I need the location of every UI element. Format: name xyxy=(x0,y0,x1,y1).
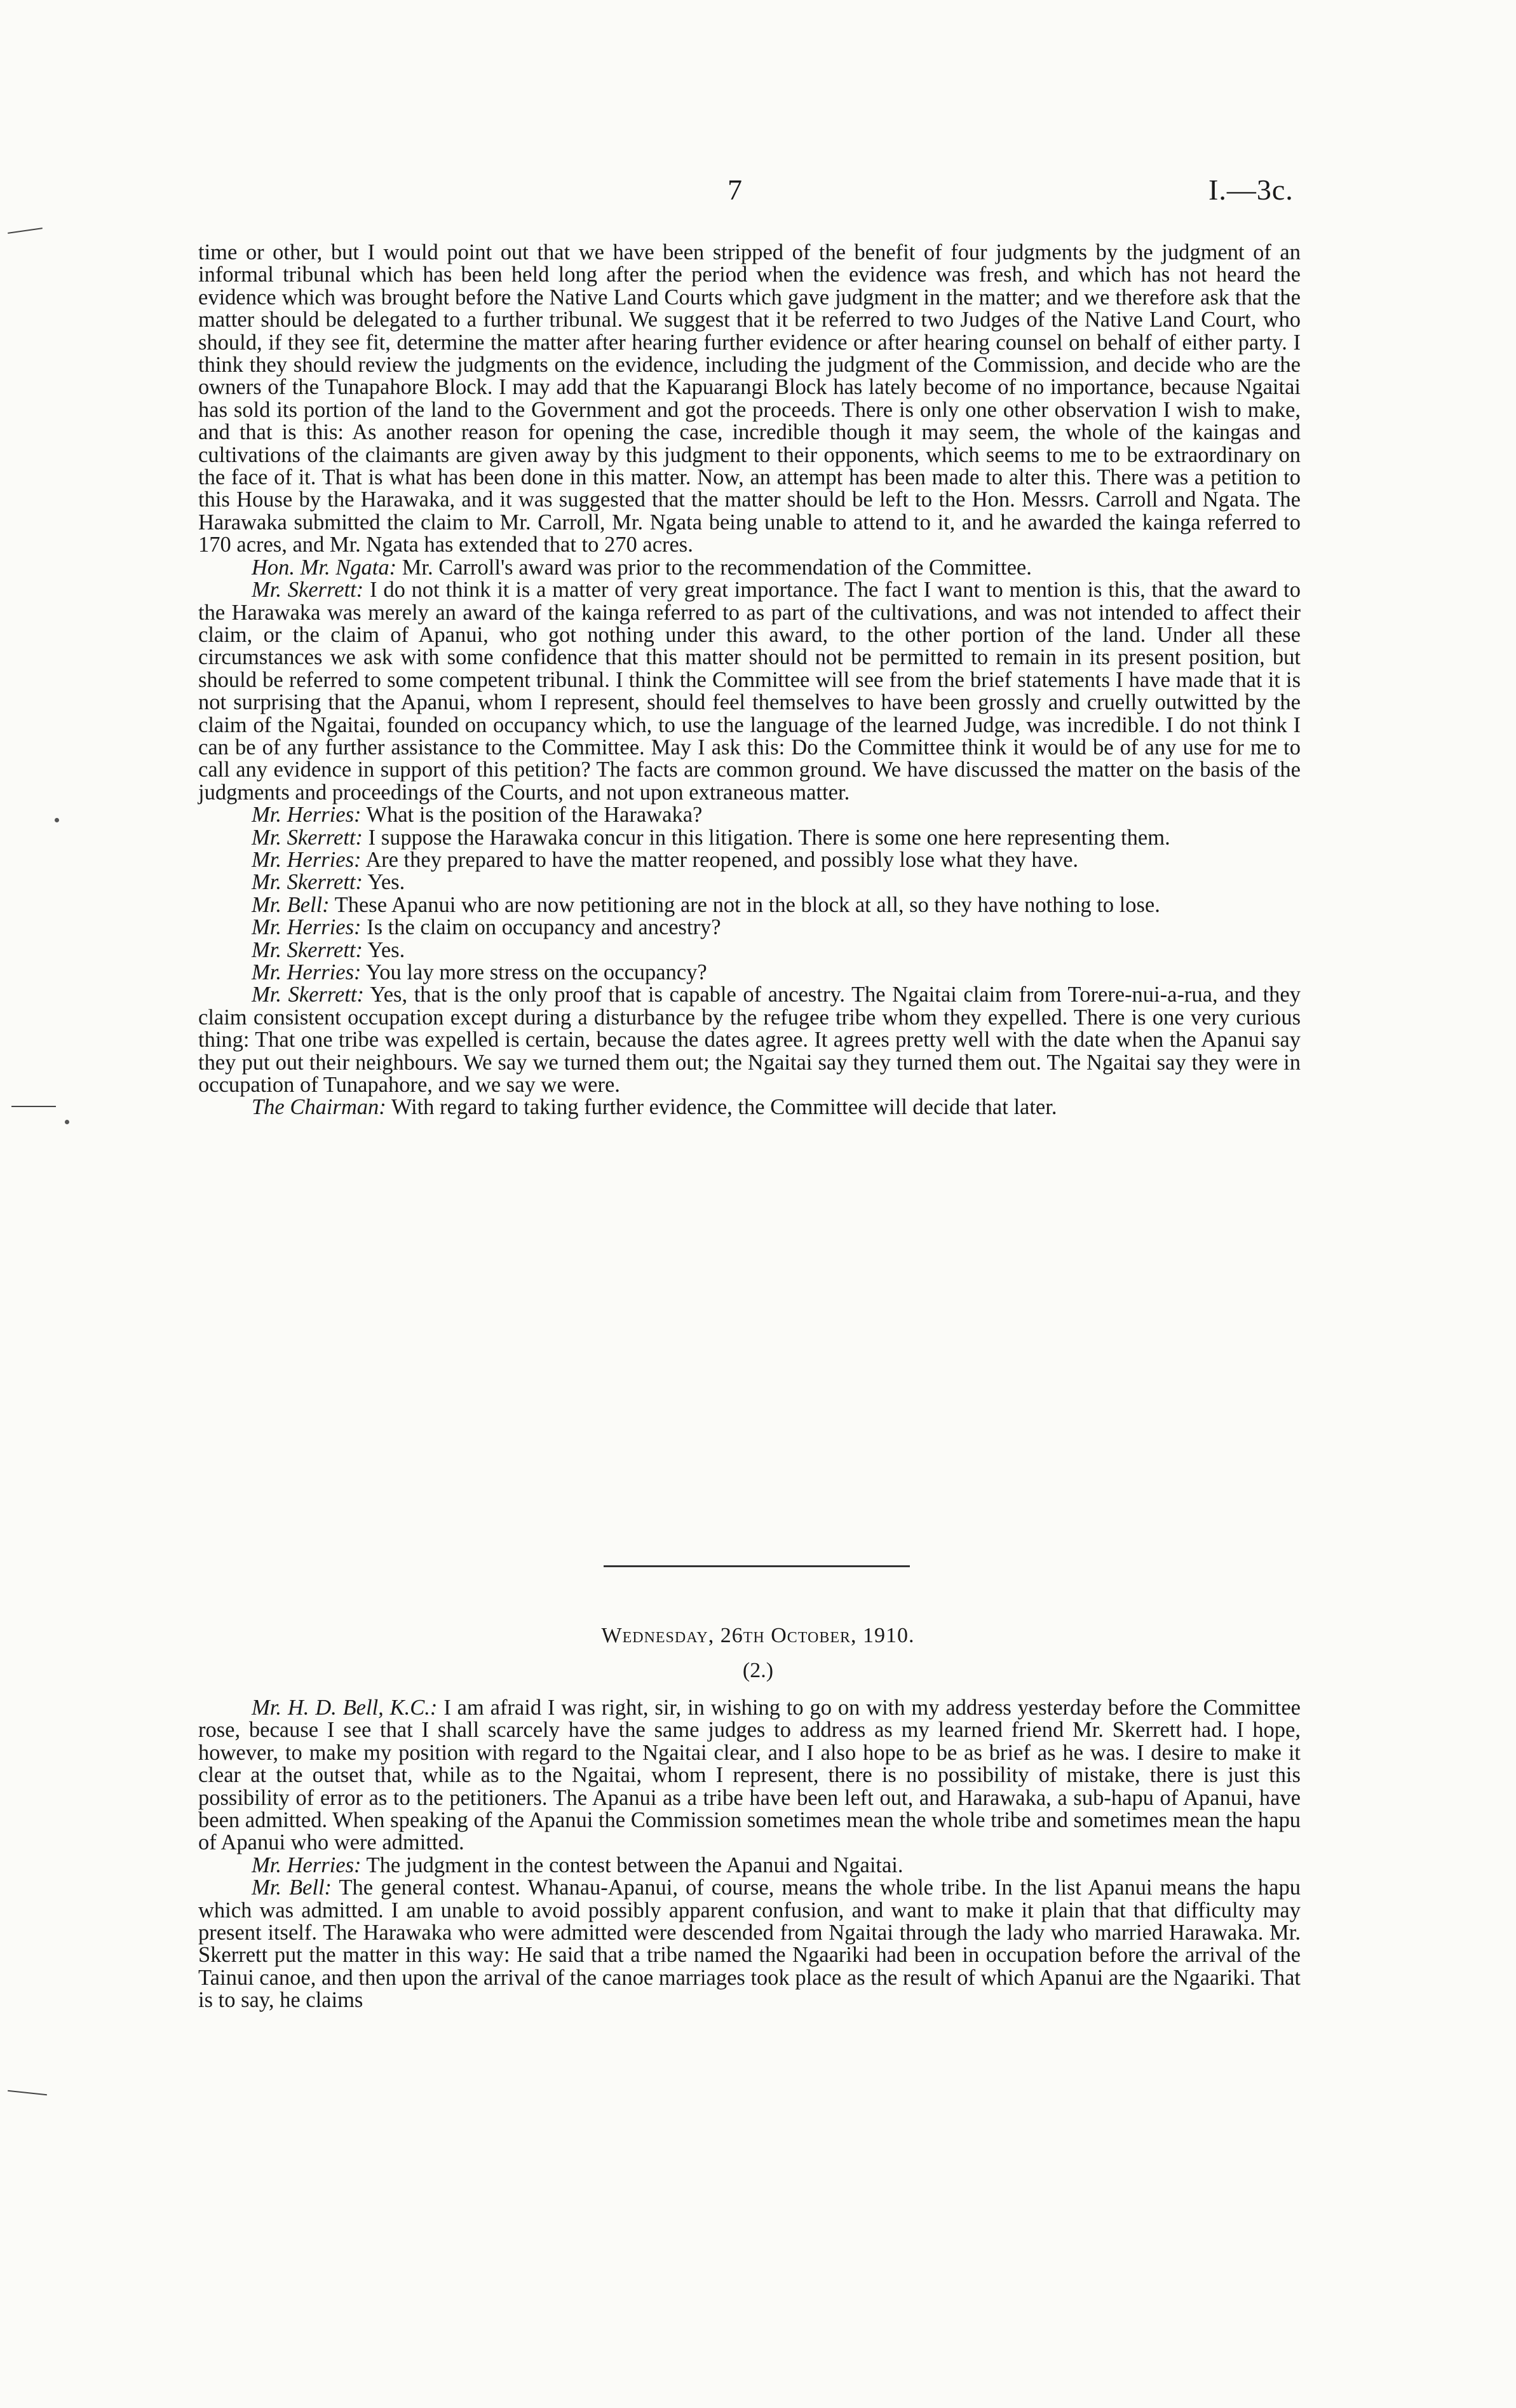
paragraph xyxy=(198,894,1301,916)
paragraph-text: These Apanui who are now petitioning are not in the block at all, so they have nothing to lose. xyxy=(334,892,1160,917)
paragraph xyxy=(198,984,1301,1096)
paragraph-text: The general contest. Whanau-Apanui, of course, means the whole tribe. In the list Apanui means the hapu which was admitted. I am unable to avoid possibly apparent confusion, and want to make it plain that that difficulty may present itself. The Harawaka who were admitted were descended from Ngaitai through the lady who married Harawaka. Mr. Skerrett put the matter in this way: He said that a tribe named the Ngaariki had been in occupation before the arrival of the Tainui canoe, and then upon the arrival of the canoe marriages took place as the result of which Apanui are the Ngaariki. That is to say, he claims xyxy=(198,1875,1301,2013)
speaker-name: Mr. Herries: xyxy=(252,847,362,872)
speaker-name: Mr. Skerrett: xyxy=(252,870,363,895)
paragraph-text: time or other, but I would point out that we have been stripped of the benefit of four judgments by the judgment of an informal tribunal which has been held long after the period when the evidence was fresh, and which has not heard the evidence which was brought before the Native Land Courts which gave judgment in the matter; and we therefore ask that the matter should be delegated to a further tribunal. We suggest that it be referred to two Judges of the Native Land Court, who should, if they see fit, determine the matter after hearing further evidence or after hearing counsel on behalf of either party. I think they should review the judgments on the evidence, including the judgment of the Commission, and decide who are the owners of the Tunapahore Block. I may add that the Kapuarangi Block has lately become of no importance, because Ngaitai has sold its portion of the land to the Government and got the proceeds. There is only one other observation I wish to make, and that is this: As another reason for opening the case, incredible though it may seem, the whole of the kaingas and cultivations of the claimants are given away by this judgment to their opponents, which seems to me to be extraordinary on the face of it. That is what has been done in this matter. Now, an attempt has been made to alter this. There was a petition to this House by the Harawaka, and it was suggested that the matter should be left to the Hon. Messrs. Carroll and Ngata. The Harawaka submitted the claim to Mr. Carroll, Mr. Ngata being unable to attend to it, and he awarded the kainga referred to 170 acres, and Mr. Ngata has extended that to 270 acres. xyxy=(198,240,1301,557)
speaker-name: Mr. Skerrett: xyxy=(252,937,363,962)
paragraph xyxy=(198,1697,1301,1854)
paragraph xyxy=(198,962,1301,984)
speaker-name: Mr. Herries: xyxy=(252,960,362,984)
paragraph xyxy=(198,827,1301,849)
paragraph-text: The judgment in the contest between the Apanui and Ngaitai. xyxy=(366,1853,904,1877)
paragraph xyxy=(198,871,1301,894)
paragraph xyxy=(198,1096,1301,1119)
document-reference: I.—3c. xyxy=(1208,173,1294,206)
speaker-name: Mr. Skerrett: xyxy=(252,825,363,850)
page-number: 7 xyxy=(728,173,742,206)
paragraph-text: Yes, that is the only proof that is capable of ancestry. The Ngaitai claim from Torere-nui-a-rua, and they claim consistent occupation except during a disturbance by the refugee tribe whom they expelled. There is one very curious thing: That one tribe was expelled is certain, because the dates agree. It agrees pretty well with the date when the Apanui say they put out their neighbours. We say we turned them out; the Ngaitai say they turned them out. The Ngaitai say they were in occupation of Tunapahore, and we say we were. xyxy=(198,983,1301,1098)
section-divider xyxy=(604,1565,910,1567)
speaker-name: Mr. Bell: xyxy=(252,892,330,917)
margin-mark xyxy=(8,228,43,234)
paragraph-text: I do not think it is a matter of very great importance. The fact I want to mention is this, that the award to the Harawaka was merely an award of the kainga referred to as part of the cultivations, and was not intended to affect their claim, or the claim of Apanui, who got nothing under this award, to the other portion of the land. Under all these circumstances we ask with some confidence that this matter should not be permitted to remain in its present position, but should be referred to some competent tribunal. I think the Committee will see from the brief statements I have made that it is not surprising that the Apanui, whom I represent, should feel themselves to have been grossly and cruelly outwitted by the claim of the Ngaitai, founded on occupancy which, to use the language of the learned Judge, was incredible. I do not think I can be of any further assistance to the Committee. May I ask this: Do the Committee think it would be of any use for me to call any evidence in support of this petition? The facts are common ground. We have discussed the matter on the basis of the judgments and proceedings of the Courts, and not upon extraneous matter. xyxy=(198,578,1301,805)
paragraph xyxy=(198,916,1301,939)
margin-dot xyxy=(65,1120,69,1124)
speaker-name: Mr. Skerrett: xyxy=(252,578,364,602)
paragraph xyxy=(198,241,1301,557)
section-number: (2.) xyxy=(742,1659,774,1682)
speaker-name: Mr. Herries: xyxy=(252,803,362,827)
evidence-text-section-1 xyxy=(198,241,1301,1119)
margin-mark xyxy=(8,2090,47,2095)
speaker-name: Mr. H. D. Bell, K.C.: xyxy=(252,1696,438,1720)
paragraph-text: Yes. xyxy=(367,870,405,895)
paragraph xyxy=(198,939,1301,962)
speaker-name: Hon. Mr. Ngata: xyxy=(252,555,397,580)
margin-mark xyxy=(11,1106,56,1107)
paragraph-text: You lay more stress on the occupancy? xyxy=(365,960,707,984)
paragraph-text: I suppose the Harawaka concur in this litigation. There is some one here representing them. xyxy=(368,825,1170,850)
paragraph xyxy=(198,557,1301,579)
paragraph xyxy=(198,1877,1301,2011)
date-heading: Wednesday, 26th October, 1910. xyxy=(601,1624,915,1647)
speaker-name: Mr. Bell: xyxy=(252,1875,332,1900)
paragraph xyxy=(198,804,1301,826)
paragraph-text: Is the claim on occupancy and ancestry? xyxy=(367,915,721,940)
paragraph-text: I am afraid I was right, sir, in wishing to go on with my address yesterday before the Committee rose, because I see that I shall scarcely have the same judges to address as my learned friend Mr. Skerrett had. I hope, however, to make my position with regard to the Ngaitai clear, and I also hope to be as brief as he was. I desire to make it clear at the outset that, while as to the Ngaitai, whom I represent, there is no possibility of mistake, there is just this possibility of error as to the petitioners. The Apanui as a tribe have been left out, and Harawaka, a sub-hapu of Apanui, have been admitted. When speaking of the Apanui the Commission sometimes mean the whole tribe and sometimes mean the hapu of Apanui who were admitted. xyxy=(198,1696,1301,1855)
paragraph xyxy=(198,849,1301,871)
paragraph xyxy=(198,579,1301,804)
speaker-name: Mr. Skerrett: xyxy=(252,983,364,1007)
paragraph xyxy=(198,1854,1301,1877)
evidence-text-section-2 xyxy=(198,1697,1301,2012)
paragraph-text: What is the position of the Harawaka? xyxy=(366,803,703,827)
paragraph-text: With regard to taking further evidence, the Committee will decide that later. xyxy=(391,1095,1057,1120)
margin-dot xyxy=(55,818,59,822)
page-header xyxy=(0,173,1516,217)
speaker-name: The Chairman: xyxy=(252,1095,386,1120)
speaker-name: Mr. Herries: xyxy=(252,1853,362,1877)
speaker-name: Mr. Herries: xyxy=(252,915,362,940)
paragraph-text: Yes. xyxy=(367,937,405,962)
paragraph-text: Are they prepared to have the matter reopened, and possibly lose what they have. xyxy=(365,847,1079,872)
paragraph-text: Mr. Carroll's award was prior to the recommendation of the Committee. xyxy=(402,555,1032,580)
